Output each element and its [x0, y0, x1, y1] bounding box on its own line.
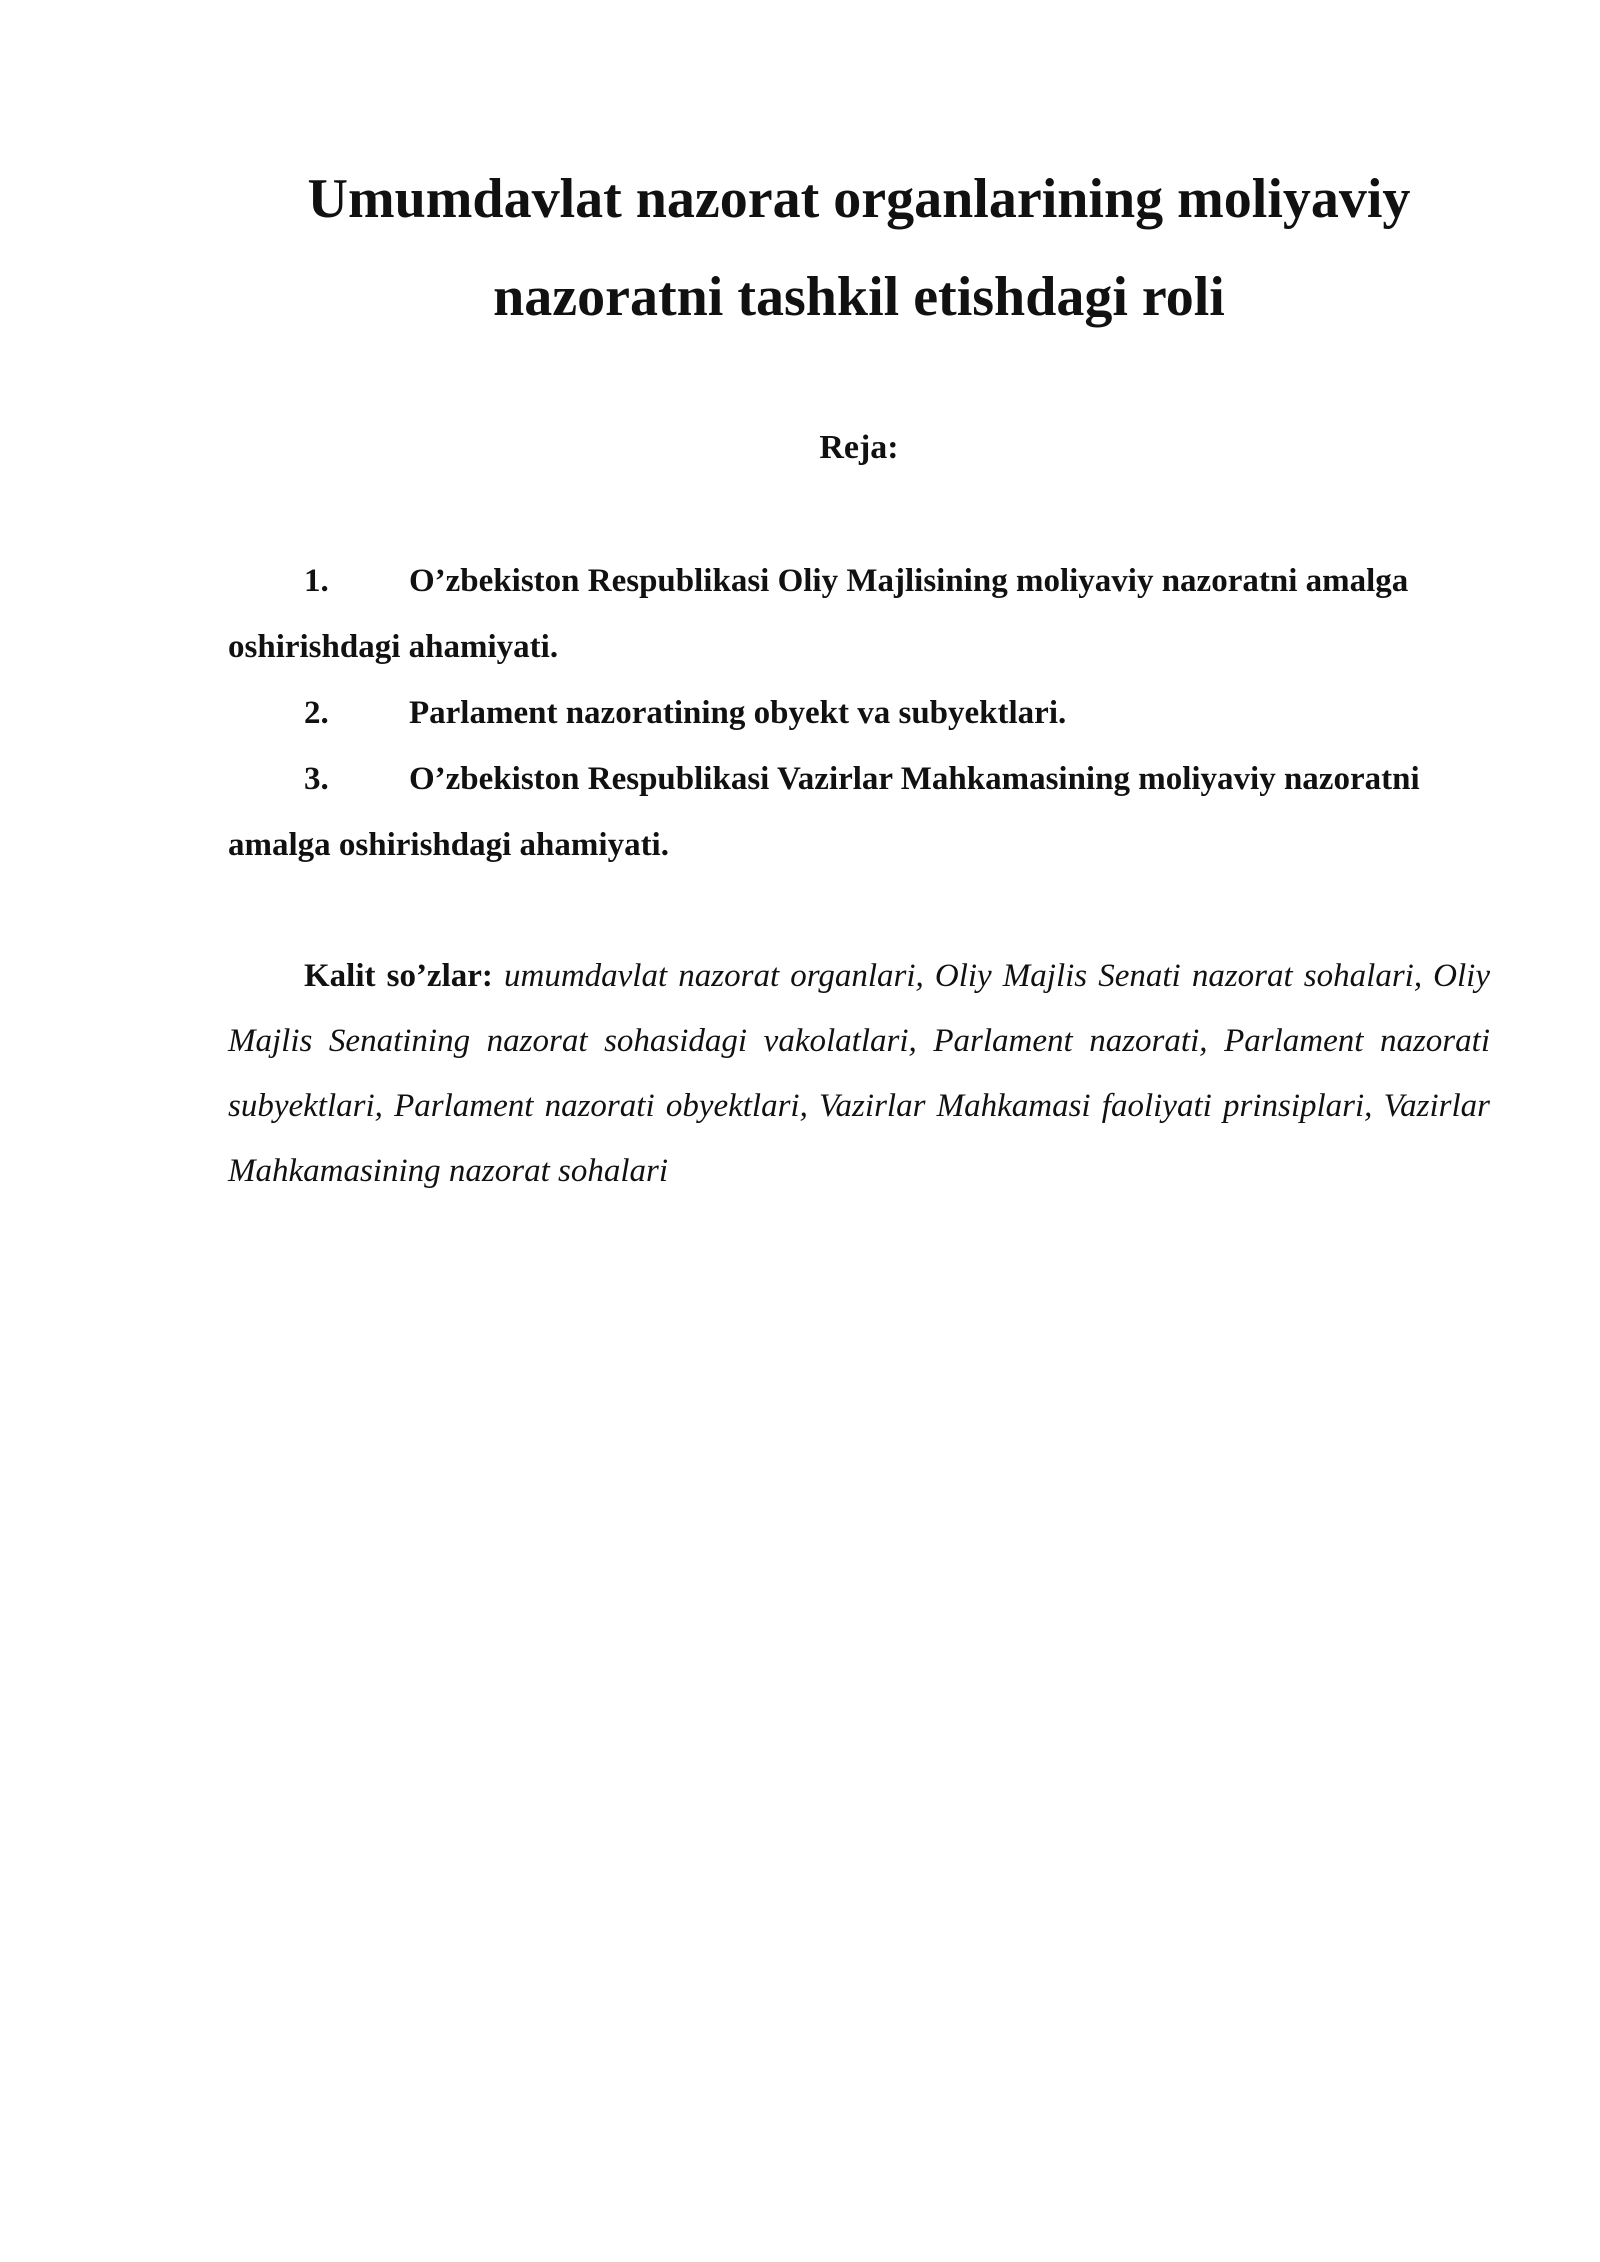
keywords-text: umumdavlat nazorat organlari, Oliy Majlis Senati nazorat sohalari, Oliy Majlis Senatining nazorat sohasidagi vakolatlari, Parlament nazorati, Parlament nazorati subyektlari, Parlament nazorati obyektlari, Vazirlar Mahkamasi faoliyati prinsiplari, Vazirlar Mahkamasining nazorat sohalari — [228, 958, 1490, 1189]
plan-item-number: 1. — [304, 563, 329, 599]
plan-item-number: 3. — [304, 761, 329, 797]
plan-heading: Reja: — [819, 429, 899, 466]
plan-item-text: Parlament nazoratining obyekt va subyektlari. — [409, 695, 1067, 731]
plan-item-text: O’zbekiston Respublikasi Oliy Majlisining moliyaviy nazoratni amalga oshirishdagi ahamiyati. — [228, 563, 1409, 665]
plan-item — [228, 548, 1490, 680]
plan-list — [228, 548, 1490, 878]
plan-item — [228, 746, 1490, 878]
document-title: Umumdavlat nazorat organlarining moliyaviy nazoratni tashkil etishdagi roli — [307, 168, 1411, 328]
keywords-paragraph — [228, 944, 1490, 1204]
keywords-label: Kalit so’zlar: — [304, 958, 493, 994]
plan-item — [228, 680, 1490, 746]
page-content — [228, 150, 1490, 1204]
plan-item-number: 2. — [304, 695, 329, 731]
plan-item-text: O’zbekiston Respublikasi Vazirlar Mahkamasining moliyaviy nazoratni amalga oshirishdagi ahamiyati. — [228, 761, 1420, 863]
